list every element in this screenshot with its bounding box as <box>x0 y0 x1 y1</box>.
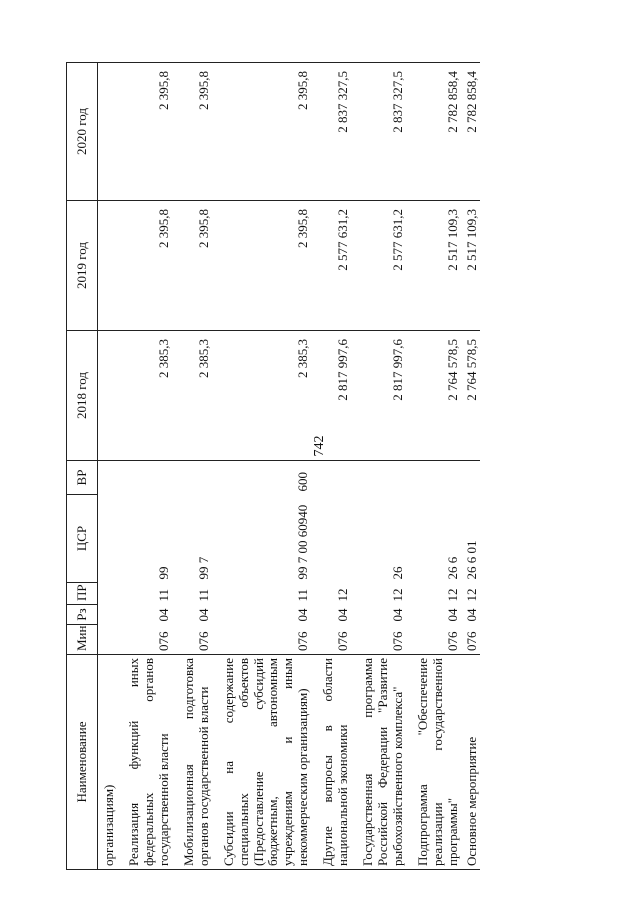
row-min: 076 <box>311 625 351 655</box>
row-pr: 12 <box>335 588 351 602</box>
row-vr <box>406 461 461 495</box>
row-vr <box>117 461 172 495</box>
row-vr <box>461 461 480 495</box>
row-min <box>98 625 117 655</box>
row-vr <box>311 461 351 495</box>
row-csr: 26 <box>390 566 405 580</box>
header-pr: ПР <box>67 583 98 605</box>
table-row <box>212 63 312 870</box>
row-csr: 99 7 00 60940 <box>295 504 311 580</box>
row-min: 076 <box>351 625 406 655</box>
row-rz: 04 <box>155 608 171 622</box>
row-value-2019: 2 577 631,2 <box>351 201 406 331</box>
row-min: 076 <box>117 625 172 655</box>
table-header-row <box>67 63 98 870</box>
table-body <box>98 63 480 870</box>
row-value-2020: 2 395,8 <box>172 63 212 201</box>
row-csr <box>311 495 351 583</box>
row-name: Другие вопросы в области национальной экономики <box>311 655 351 870</box>
row-value-2019: 2 395,8 <box>172 201 212 331</box>
row-value-2019: 2 577 631,2 <box>311 201 351 331</box>
header-2018: 2018 год <box>67 331 98 461</box>
row-value-2020: 2 395,8 <box>212 63 312 201</box>
row-name: Подпрограмма "Обеспечение реализации государственной программы" <box>406 655 461 870</box>
table-row <box>406 63 461 870</box>
row-pr: 11 <box>155 588 171 602</box>
row-rz: 04 <box>335 608 351 622</box>
row-vr <box>98 461 117 495</box>
row-value-2018: 2 764 578,5 <box>461 331 480 461</box>
header-vr: ВР <box>67 461 98 495</box>
row-value-2019 <box>98 201 117 331</box>
row-value-2019: 2 395,8 <box>212 201 312 331</box>
row-csr: 26 6 <box>444 556 460 580</box>
row-name: Государственная программа Российской Федерации "Развитие рыбохозяйственного комплекса" <box>351 655 406 870</box>
row-value-2018: 2 817 997,6 <box>351 331 406 461</box>
row-value-2020: 2 782 858,4 <box>406 63 461 201</box>
row-vr <box>172 461 212 495</box>
row-pr: 12 <box>463 588 479 602</box>
header-name: Наименование <box>67 655 98 870</box>
row-vr: 600 <box>212 461 312 495</box>
table-row <box>172 63 212 870</box>
row-value-2018: 2 385,3 <box>172 331 212 461</box>
row-vr <box>351 461 406 495</box>
row-pr: 11 <box>295 588 311 602</box>
row-rz <box>98 605 117 625</box>
table-row <box>461 63 480 870</box>
row-csr <box>98 495 117 583</box>
row-name: Мобилизационная подготовка органов государственной власти <box>172 655 212 870</box>
row-value-2020: 2 837 327,5 <box>311 63 351 201</box>
row-name: Основное мероприятие <box>461 655 480 870</box>
row-value-2018 <box>98 331 117 461</box>
header-2019: 2019 год <box>67 201 98 331</box>
row-value-2020: 2 782 858,4 <box>461 63 480 201</box>
table-row <box>117 63 172 870</box>
table-row <box>351 63 406 870</box>
row-pr: 12 <box>390 588 405 602</box>
row-pr: 11 <box>195 588 211 602</box>
row-rz: 04 <box>295 608 311 622</box>
row-min: 076 <box>461 625 480 655</box>
row-value-2018: 2 764 578,5 <box>406 331 461 461</box>
header-min: Мин <box>67 625 98 655</box>
row-name: Субсидии на содержание специальных объектов (Предоставление субсидий бюджетным, автономным учреждениям и иным некоммерческим организациям) <box>212 655 312 870</box>
row-min: 076 <box>212 625 312 655</box>
row-value-2020: 2 395,8 <box>117 63 172 201</box>
row-min: 076 <box>406 625 461 655</box>
row-value-2018: 2 385,3 <box>212 331 312 461</box>
row-value-2018: 2 385,3 <box>117 331 172 461</box>
row-value-2019: 2 395,8 <box>117 201 172 331</box>
row-name: организациям) <box>98 655 117 870</box>
row-min: 076 <box>172 625 212 655</box>
row-value-2019: 2 517 109,3 <box>406 201 461 331</box>
table-row <box>98 63 117 870</box>
row-pr: 12 <box>444 588 460 602</box>
row-value-2020: 2 837 327,5 <box>351 63 406 201</box>
row-rz: 04 <box>195 608 211 622</box>
table-row <box>311 63 351 870</box>
header-csr: ЦСР <box>67 495 98 583</box>
row-value-2020 <box>98 63 117 201</box>
budget-table <box>66 62 480 870</box>
row-name: Реализация функций иных федеральных органов государственной власти <box>117 655 172 870</box>
row-csr: 99 7 <box>195 556 211 580</box>
row-csr: 99 <box>155 566 171 580</box>
row-rz: 04 <box>444 608 460 622</box>
row-value-2019: 2 517 109,3 <box>461 201 480 331</box>
header-rz: Рз <box>67 605 98 625</box>
row-pr <box>98 583 117 605</box>
row-rz: 04 <box>390 608 405 622</box>
row-rz: 04 <box>463 608 479 622</box>
header-2020: 2020 год <box>67 63 98 201</box>
row-value-2018: 2 817 997,6 <box>311 331 351 461</box>
row-csr: 26 6 01 <box>463 540 479 580</box>
page-number: 742 <box>312 435 327 457</box>
